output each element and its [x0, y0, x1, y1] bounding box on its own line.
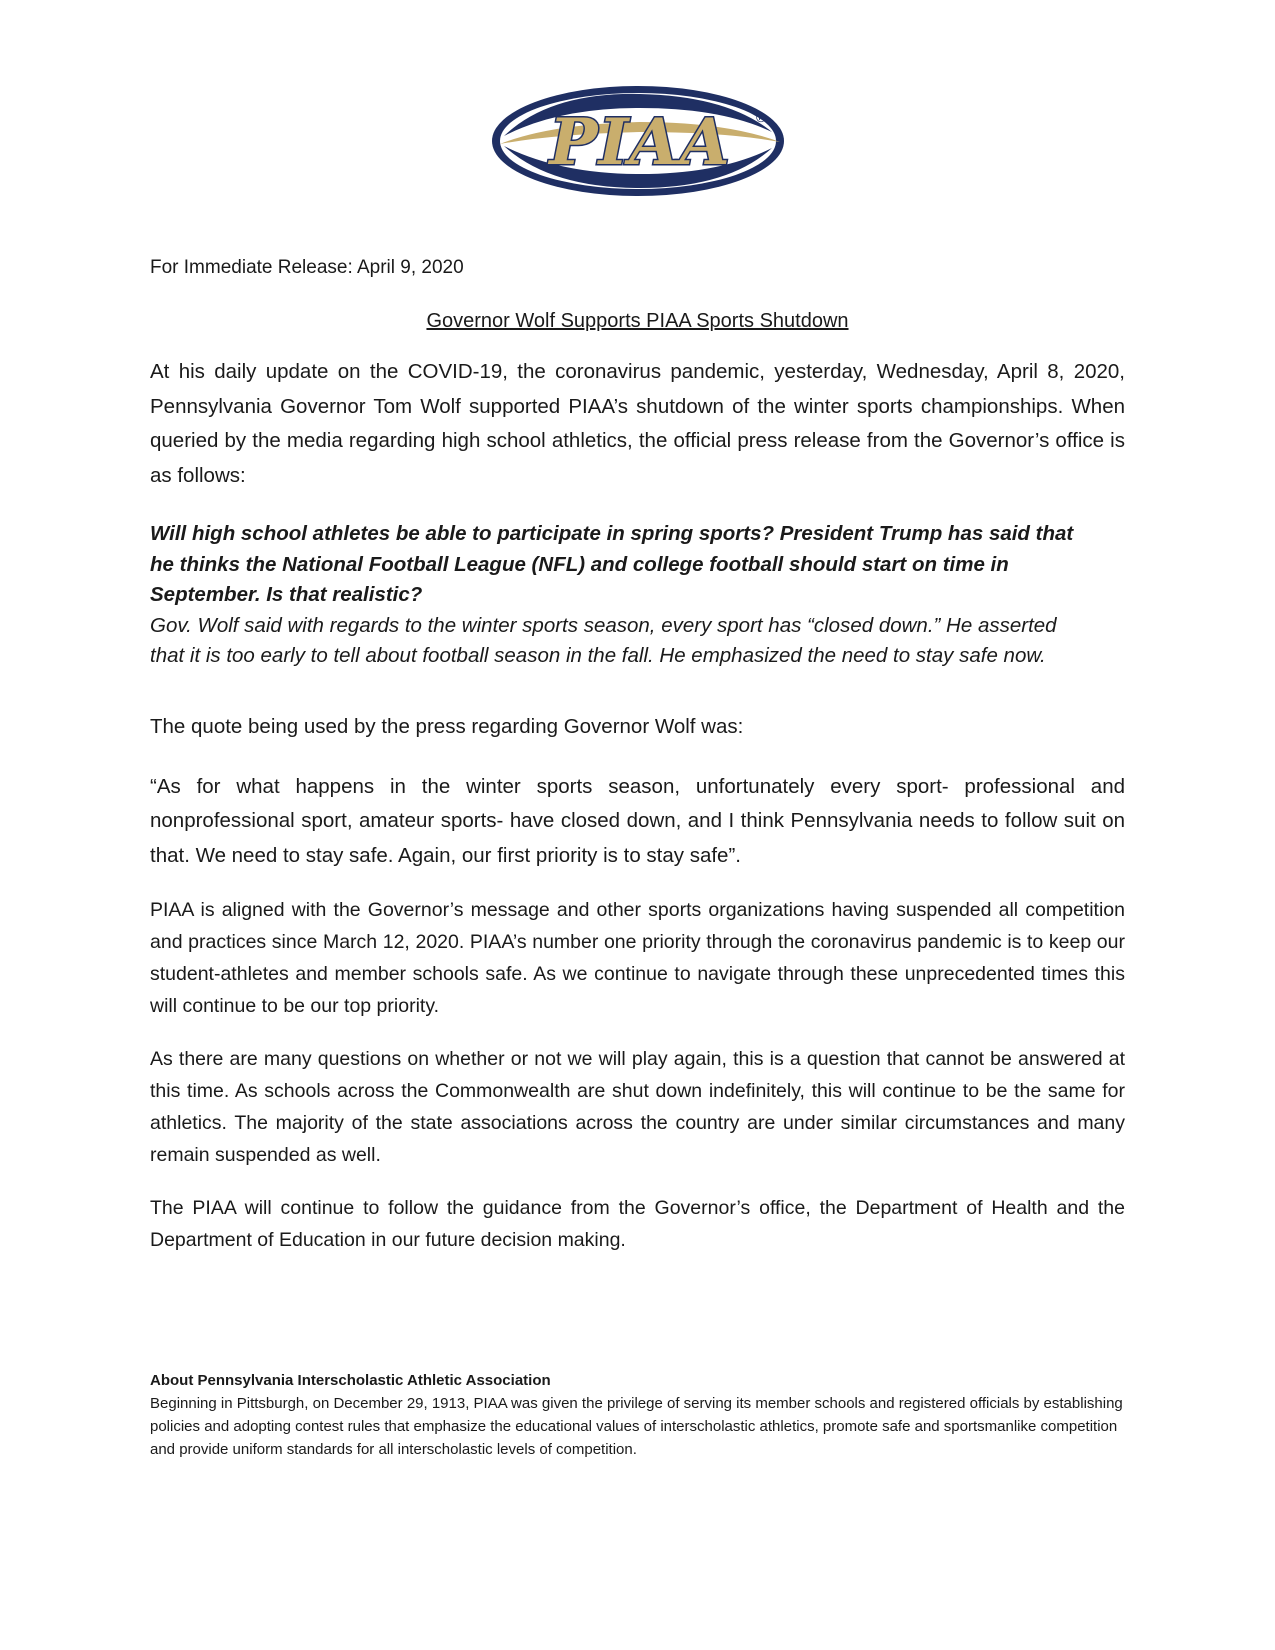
qa-question: Will high school athletes be able to participate in spring sports? President Trump has said that he thinks the National Football League (NFL) and college football should start on time in September. Is that realistic? — [150, 522, 1074, 606]
registered-mark: ® — [754, 111, 768, 126]
press-qa-block — [150, 519, 1075, 672]
piaa-logo — [490, 84, 786, 198]
guidance-paragraph: The PIAA will continue to follow the guidance from the Governor’s office, the Department of Health and the Department of Education in our future decision making. — [150, 1197, 1125, 1251]
governor-quote: “As for what happens in the winter sports season, unfortunately every sport- professional and nonprofessional sport, amateur sports- have closed down, and I think Pennsylvania needs to follow suit on that. We need to stay safe. Again, our first priority is to stay safe”. — [150, 774, 1125, 867]
alignment-paragraph: PIAA is aligned with the Governor’s message and other sports organizations having suspended all competition and practices since March 12, 2020. PIAA’s number one priority through the coronavirus pandemic is to keep our student-athletes and member schools safe. As we continue to navigate through these unprecedented times this will continue to be our top priority. — [150, 899, 1125, 1017]
about-text: Beginning in Pittsburgh, on December 29, 1913, PIAA was given the privilege of serving its member schools and registered officials by establishing policies and adopting contest rules that emphasize the educational values of interscholastic athletics, promote safe and sportsmanlike competition and provide uniform standards for all interscholastic levels of competition. — [150, 1395, 1123, 1458]
headline: Governor Wolf Supports PIAA Sports Shutdown — [426, 310, 849, 332]
logo-text: PIAA — [549, 105, 731, 180]
release-body — [150, 255, 1125, 1256]
about-title: About Pennsylvania Interscholastic Athletic Association — [150, 1372, 551, 1389]
quote-intro: The quote being used by the press regarding Governor Wolf was: — [150, 714, 744, 738]
release-date-line: For Immediate Release: April 9, 2020 — [150, 257, 464, 278]
intro-paragraph: At his daily update on the COVID-19, the coronavirus pandemic, yesterday, Wednesday, April 8, 2020, Pennsylvania Governor Tom Wolf supported PIAA’s shutdown of the winter sports championships. When queried by the media regarding high school athletics, the official press release from the Governor’s office is as follows: — [150, 360, 1125, 487]
about-section — [150, 1369, 1125, 1461]
piaa-logo-graphic — [490, 84, 786, 198]
questions-paragraph: As there are many questions on whether or not we will play again, this is a question that cannot be answered at this time. As schools across the Commonwealth are shut down indefinitely, this will continue to be the same for athletics. The majority of the state associations across the country are under similar circumstances and many remain suspended as well. — [150, 1048, 1125, 1166]
qa-answer: Gov. Wolf said with regards to the winter sports season, every sport has “closed down.” He asserted that it is too early to tell about football season in the fall. He emphasized the need to stay safe now. — [150, 613, 1057, 667]
